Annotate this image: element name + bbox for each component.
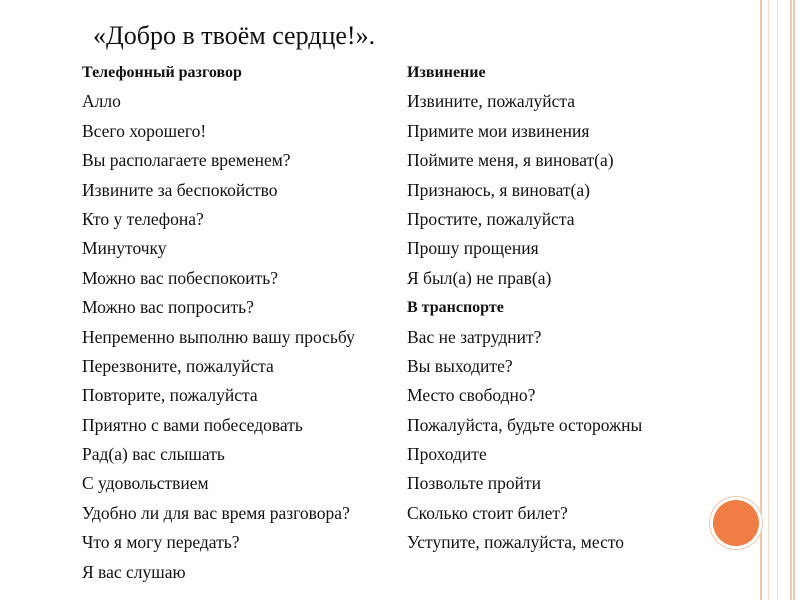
list-item: Вы располагаете временем? (82, 150, 291, 171)
list-item: Всего хорошего! (82, 120, 207, 141)
list-item: Уступите, пожалуйста, место (407, 532, 625, 553)
list-item: С удовольствием (82, 473, 209, 494)
list-item: Позвольте пройти (407, 473, 542, 494)
slide-title: «Добро в твоём сердце!». (93, 21, 376, 50)
phone-conversation-heading: Телефонный разговор (82, 64, 242, 81)
list-item: Рад(а) вас слышать (82, 444, 225, 465)
list-item: Пожалуйста, будьте осторожны (407, 414, 643, 435)
list-item: Поймите меня, я виноват(а) (407, 150, 614, 171)
decorative-border-line (793, 0, 795, 600)
phone-conversation-column (82, 58, 355, 587)
list-item: Проходите (407, 444, 487, 465)
apology-transport-column (407, 58, 642, 558)
list-item: Место свободно? (407, 385, 536, 406)
list-item: Алло (82, 91, 121, 112)
list-item: Можно вас побеспокоить? (82, 267, 278, 288)
list-item: Перезвоните, пожалуйста (82, 355, 274, 376)
list-item: Удобно ли для вас время разговора? (82, 502, 350, 523)
list-item: Извините за беспокойство (82, 179, 278, 200)
list-item: Простите, пожалуйста (407, 208, 575, 229)
list-item: Непременно выполню вашу просьбу (82, 326, 355, 347)
decorative-border-inner (768, 0, 778, 600)
transport-heading: В транспорте (407, 299, 504, 317)
list-item: Кто у телефона? (82, 208, 204, 229)
list-item: Извините, пожалуйста (407, 91, 576, 112)
list-item: Можно вас попросить? (82, 297, 254, 318)
list-item: Приятно с вами побеседовать (82, 414, 303, 435)
list-item: Повторите, пожалуйста (82, 385, 258, 406)
accent-circle-icon (713, 500, 759, 546)
list-item: Вас не затруднит? (407, 326, 542, 347)
list-item: Что я могу передать? (82, 532, 240, 553)
list-item: Прошу прощения (407, 238, 539, 259)
list-item: Я был(а) не прав(а) (407, 267, 552, 288)
list-item: Сколько стоит билет? (407, 502, 568, 523)
list-item: Вы выходите? (407, 355, 513, 376)
apology-heading: Извинение (407, 64, 486, 81)
list-item: Примите мои извинения (407, 120, 590, 141)
list-item: Признаюсь, я виноват(а) (407, 179, 590, 200)
list-item: Я вас слушаю (82, 561, 186, 582)
list-item: Минуточку (82, 238, 167, 259)
